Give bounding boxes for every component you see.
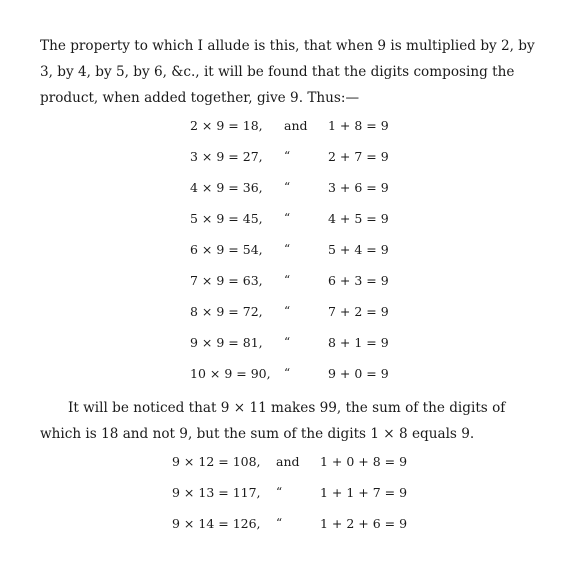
digit-sum-expression: 7 + 2 = 9 — [328, 304, 389, 319]
digit-sum-expression: 8 + 1 = 9 — [328, 335, 389, 350]
separator: “ — [284, 211, 291, 225]
product-expression: 3 × 9 = 27, — [190, 149, 263, 164]
digit-sum-expression: 1 + 0 + 8 = 9 — [320, 454, 408, 469]
separator: “ — [284, 366, 291, 380]
separator: “ — [284, 149, 291, 163]
digit-sum-expression: 9 + 0 = 9 — [328, 366, 389, 381]
product-expression: 9 × 12 = 108, — [172, 454, 261, 469]
product-expression: 2 × 9 = 18, — [190, 118, 263, 133]
product-expression: 9 × 14 = 126, — [172, 516, 261, 531]
product-expression: 4 × 9 = 36, — [190, 180, 263, 195]
separator: and — [284, 118, 308, 133]
product-expression: 9 × 13 = 117, — [172, 485, 261, 500]
observation-paragraph: It will be noticed that 9 × 11 makes 99, the sum of the digits of which is 18 and not 9, but the sum of the digits 1 × 8 equals 9. — [40, 400, 506, 442]
digit-sum-expression: 3 + 6 = 9 — [328, 180, 389, 195]
separator: and — [276, 454, 300, 469]
intro-paragraph: The property to which I allude is this, that when 9 is multiplied by 2, by 3, by 4, by 5, by 6, &c., it will be found that the digits composing the product, when added together, give 9. Thus:— — [40, 38, 535, 106]
product-expression: 5 × 9 = 45, — [190, 211, 263, 226]
separator: “ — [276, 516, 283, 530]
separator: “ — [284, 273, 291, 287]
product-expression: 7 × 9 = 63, — [190, 273, 263, 288]
digit-sum-expression: 1 + 1 + 7 = 9 — [320, 485, 408, 500]
digit-sum-expression: 6 + 3 = 9 — [328, 273, 389, 288]
digit-sum-expression: 1 + 8 = 9 — [328, 118, 389, 133]
separator: “ — [284, 180, 291, 194]
digit-sum-expression: 5 + 4 = 9 — [328, 242, 389, 257]
digit-sum-expression: 4 + 5 = 9 — [328, 211, 389, 226]
product-expression: 9 × 9 = 81, — [190, 335, 263, 350]
product-expression: 10 × 9 = 90, — [190, 366, 271, 381]
digit-sum-expression: 2 + 7 = 9 — [328, 149, 389, 164]
separator: “ — [284, 335, 291, 349]
product-expression: 6 × 9 = 54, — [190, 242, 263, 257]
product-expression: 8 × 9 = 72, — [190, 304, 263, 319]
digit-sum-expression: 1 + 2 + 6 = 9 — [320, 516, 408, 531]
separator: “ — [276, 485, 283, 499]
separator: “ — [284, 304, 291, 318]
separator: “ — [284, 242, 291, 256]
